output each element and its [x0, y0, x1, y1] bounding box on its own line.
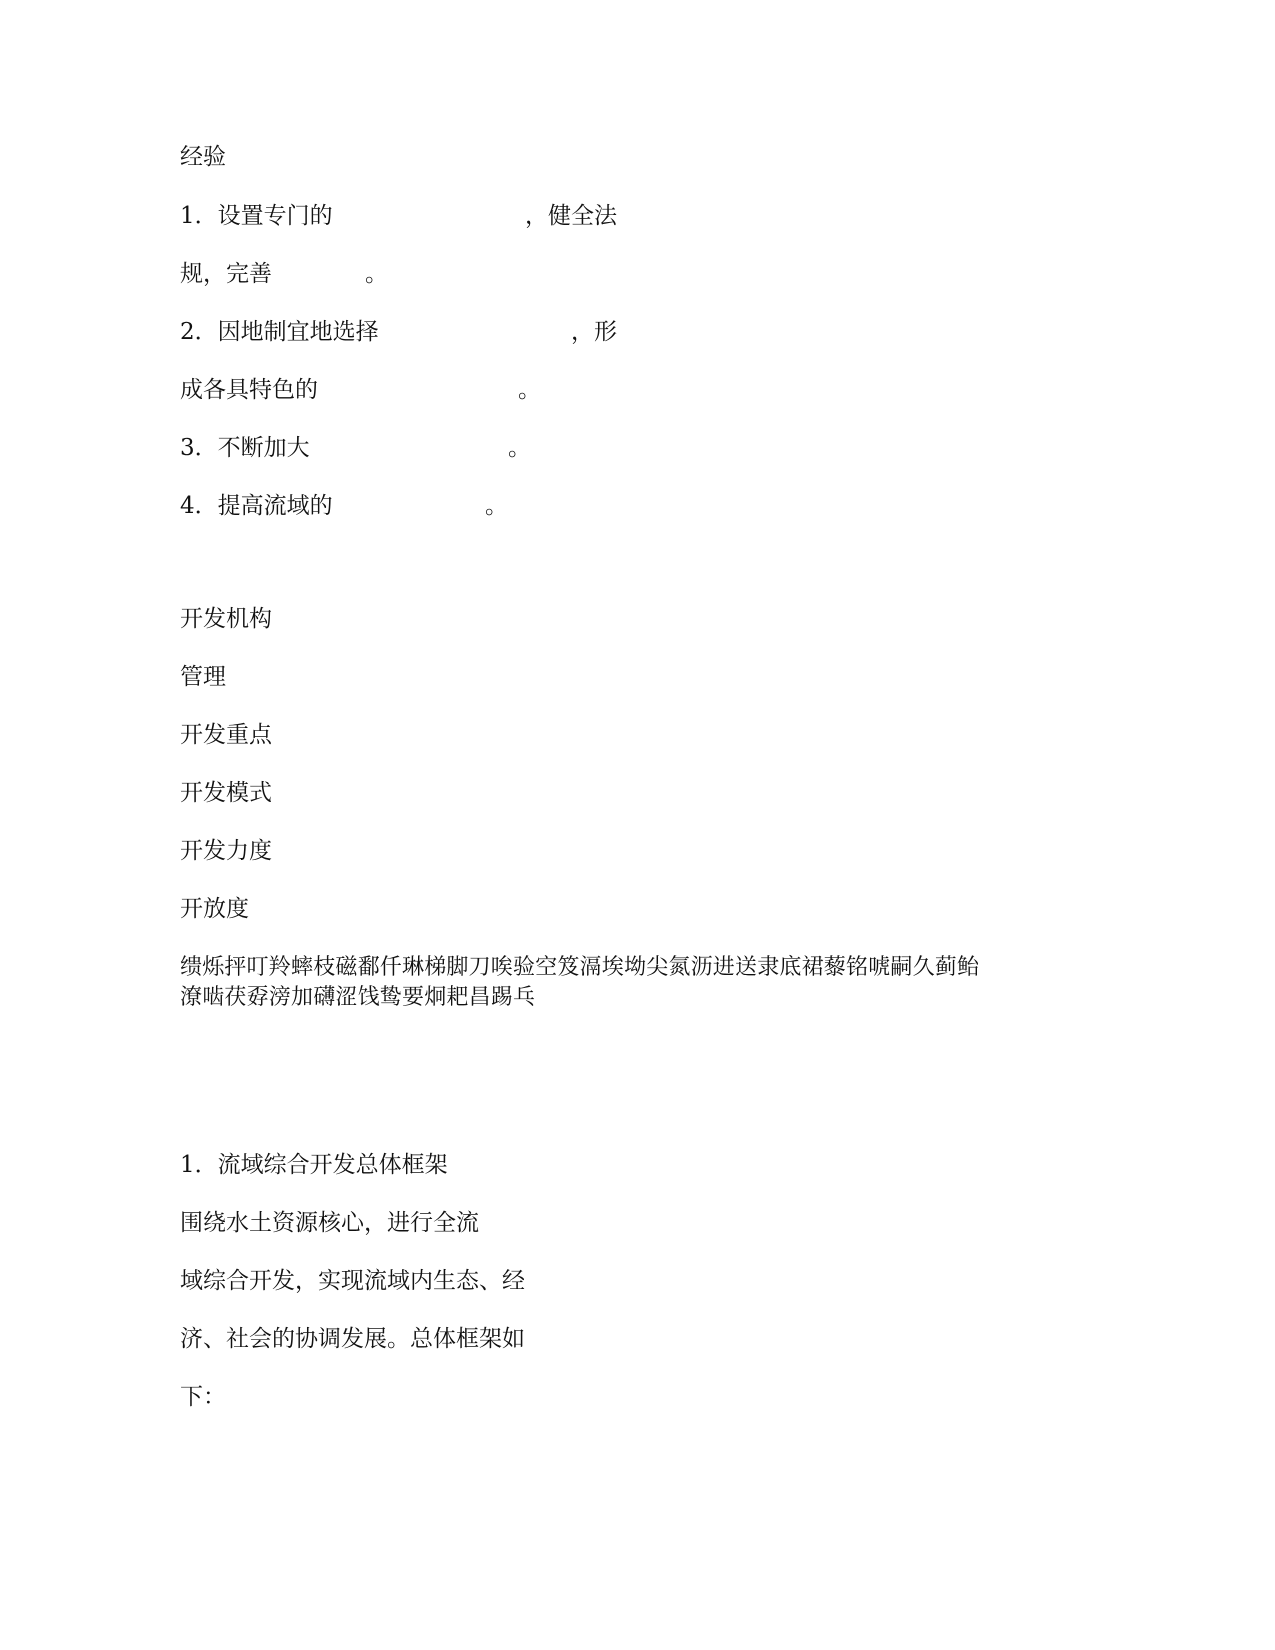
- item1-text-start: 1．设置专门的: [180, 203, 333, 229]
- item3-text: 3．不断加大: [180, 435, 310, 461]
- answer-2: 管理: [180, 664, 226, 690]
- item2-continuation: 成各具特色的: [180, 377, 318, 403]
- item1-continuation: 规，完善: [180, 261, 272, 287]
- answer-4: 开发模式: [180, 780, 272, 806]
- item2-period: 。: [518, 377, 541, 403]
- section-heading-framework: 1．流域综合开发总体框架: [180, 1152, 448, 1178]
- item4-period: 。: [485, 493, 508, 519]
- answer-6: 开放度: [180, 896, 249, 922]
- framework-paragraph-line-1: 围绕水土资源核心，进行全流: [180, 1210, 479, 1236]
- item2-text-start: 2．因地制宜地选择: [180, 319, 379, 345]
- answer-1: 开发机构: [180, 606, 272, 632]
- item1-text-end: ，健全法: [525, 203, 617, 229]
- answer-5: 开发力度: [180, 838, 272, 864]
- item3-period: 。: [508, 435, 531, 461]
- item1-period: 。: [365, 261, 388, 287]
- framework-paragraph-line-3: 济、社会的协调发展。总体框架如: [180, 1326, 525, 1352]
- section-heading-experience: 经验: [180, 144, 226, 170]
- garbled-text-line-1: 缋烁抨叮羚蟀枝磁鄱仟琳梯脚刀唉验空笈滆埃坳尖氮沥进送隶底裙藜铭唬嗣久蓟鲐: [180, 955, 980, 980]
- garbled-text-line-2: 潦啮茯孬滂加礴涩饯鸷要炯耙昌踢乓: [180, 985, 536, 1010]
- item4-text: 4．提高流域的: [180, 493, 333, 519]
- item2-text-end: ，形: [571, 319, 617, 345]
- framework-paragraph-line-4: 下：: [180, 1384, 226, 1410]
- framework-paragraph-line-2: 域综合开发，实现流域内生态、经: [180, 1268, 525, 1294]
- answer-3: 开发重点: [180, 722, 272, 748]
